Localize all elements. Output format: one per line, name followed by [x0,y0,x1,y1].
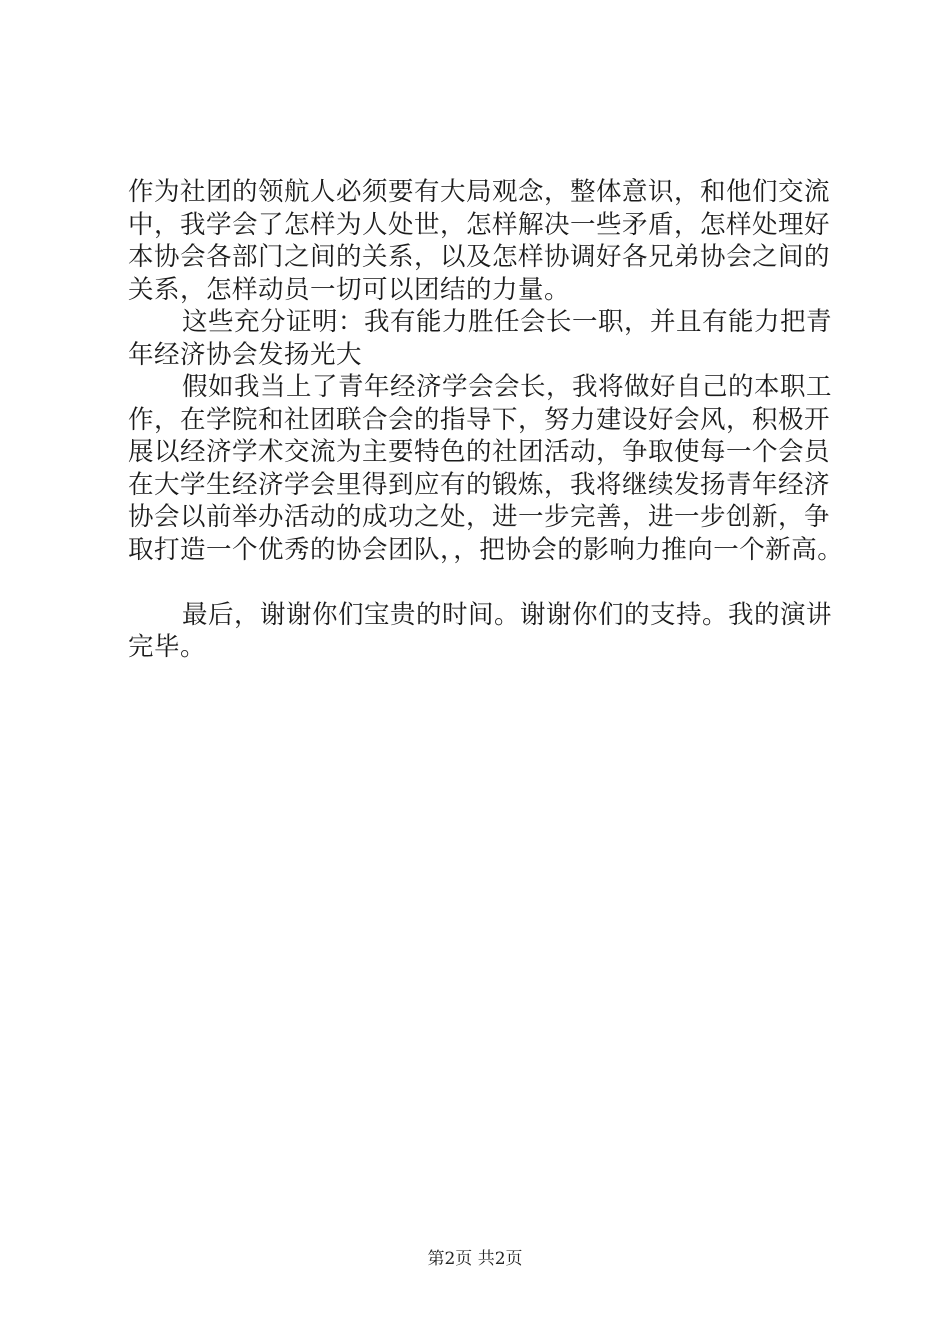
text-line: 假如我当上了青年经济学会会长，我将做好自己的本职工 [182,372,833,402]
text-line: 协会以前举办活动的成功之处，进一步完善，进一步创新，争 [128,502,831,532]
paragraph-spacer [128,566,848,599]
text-line: 展以经济学术交流为主要特色的社团活动，争取使每一个会员 [128,437,831,467]
text-line: 在大学生经济学会里得到应有的锻炼，我将继续发扬青年经济 [128,469,831,500]
text-line: 取打造一个优秀的协会团队，，把协会的影响力推向一个新高。 [128,534,844,565]
text-line: 关系，怎样动员一切可以团结的力量。 [128,274,571,305]
text-line: 完毕。 [128,632,207,662]
text-line: 中，我学会了怎样为人处世，怎样解决一些矛盾，怎样处理好 [128,209,831,240]
text-line: 年经济协会发扬光大 [128,339,363,370]
paragraph-2 [128,306,848,371]
text-line: 作，在学院和社团联合会的指导下，努力建设好会风，积极开 [128,404,831,435]
page-footer: 第2页 共2页 [427,1249,523,1269]
text-line: 作为社团的领航人必须要有大局观念，整体意识，和他们交流 [128,177,831,207]
document-body [128,176,848,664]
text-line: 最后，谢谢你们宝贵的时间。谢谢你们的支持。我的演讲 [182,599,833,630]
paragraph-1 [128,176,848,306]
paragraph-4 [128,599,848,664]
text-line: 这些充分证明：我有能力胜任会长一职，并且有能力把青 [182,307,833,337]
paragraph-3 [128,371,848,566]
text-line: 本协会各部门之间的关系，以及怎样协调好各兄弟协会之间的 [128,242,831,272]
